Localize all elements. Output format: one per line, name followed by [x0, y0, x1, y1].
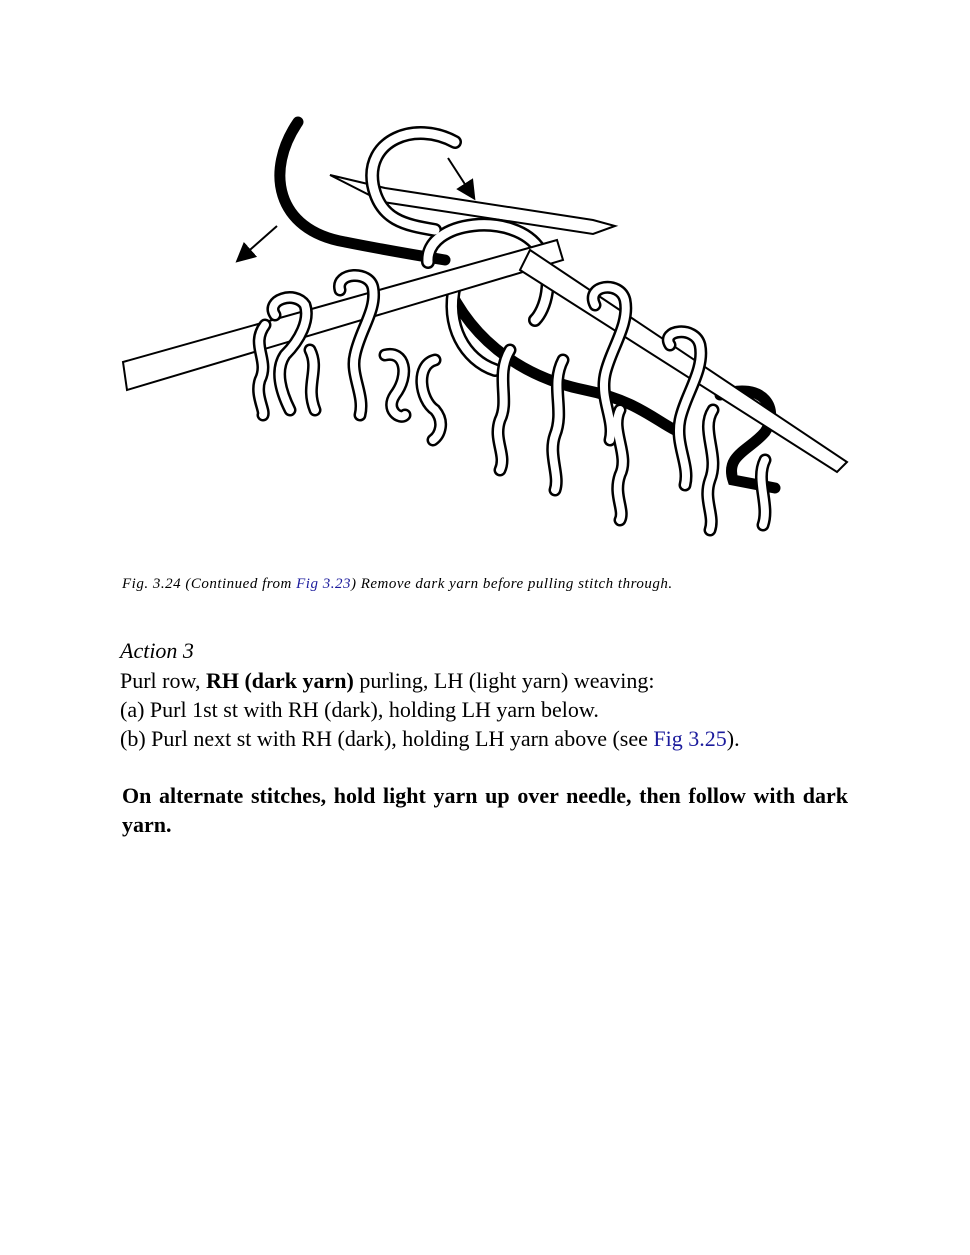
line3-suffix: ). [726, 726, 740, 751]
bold-note: On alternate stitches, hold light yarn up over needle, then follow with dark yarn. [122, 783, 848, 837]
line3-prefix: (b) Purl next st with RH (dark), holding LH yarn above (see [120, 726, 654, 751]
instruction-line-1 [120, 666, 850, 695]
knitting-illustration [115, 110, 855, 570]
link-fig-3-25[interactable]: Fig 3.25 [653, 726, 727, 751]
action-heading: Action 3 [120, 638, 194, 663]
instruction-line-3 [120, 724, 850, 753]
caption-text-suffix: ) Remove dark yarn before pulling stitch through. [350, 576, 673, 592]
arrow-left-down [243, 226, 277, 256]
instruction-line-2: (a) Purl 1st st with RH (dark), holding LH yarn below. [120, 697, 599, 722]
figure-caption [122, 576, 862, 593]
link-fig-3-23[interactable]: Fig 3.23 [296, 576, 351, 592]
action-instructions [120, 666, 850, 753]
line1-prefix: Purl row, [120, 668, 206, 693]
caption-text-prefix: Fig. 3.24 (Continued from [122, 576, 297, 592]
arrow-right-down [448, 158, 470, 192]
knitting-diagram-svg [115, 110, 855, 570]
line1-bold: RH (dark yarn) [205, 668, 354, 693]
left-needle [123, 240, 847, 472]
line1-suffix: purling, LH (light yarn) weaving: [353, 668, 655, 693]
